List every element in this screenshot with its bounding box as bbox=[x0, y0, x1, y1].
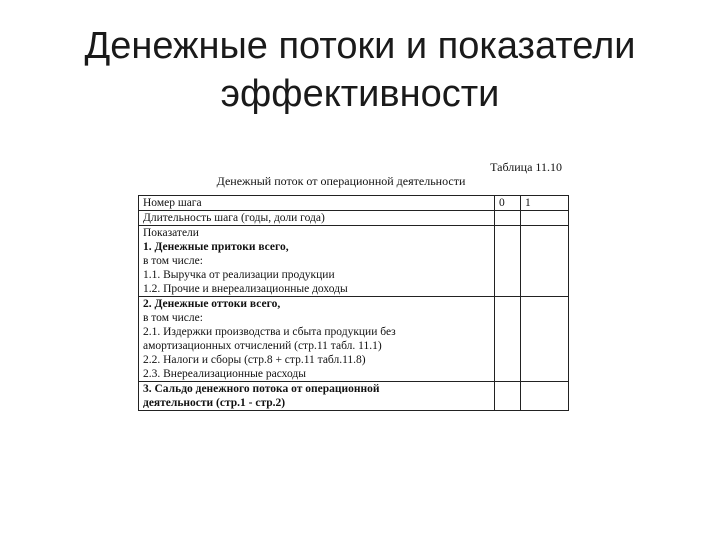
balance-line1: 3. Сальдо денежного потока от операционной bbox=[143, 383, 380, 395]
balance-line2: деятельности (стр.1 - стр.2) bbox=[143, 397, 286, 409]
document-scan bbox=[138, 160, 568, 411]
outflows-item: 2.3. Внереализационные расходы bbox=[143, 368, 306, 380]
inflows-step-1 bbox=[521, 226, 569, 297]
inflows-title: 1. Денежные притоки всего, bbox=[143, 241, 289, 253]
table-row-step-number bbox=[139, 196, 569, 211]
outflows-title: 2. Денежные оттоки всего, bbox=[143, 298, 281, 310]
inflows-cell bbox=[139, 226, 495, 297]
outflows-sub: в том числе: bbox=[143, 312, 203, 324]
cash-flow-table bbox=[138, 195, 569, 411]
table-row-inflows bbox=[139, 226, 569, 297]
slide-title bbox=[0, 22, 720, 118]
outflows-step-1 bbox=[521, 297, 569, 382]
balance-cell bbox=[139, 382, 495, 411]
outflows-item: 2.1. Издержки производства и сбыта продукции без bbox=[143, 326, 396, 338]
indicators-header: Показатели bbox=[143, 227, 199, 239]
table-number: Таблица 11.10 bbox=[490, 160, 562, 174]
slide-title-line2: эффективности bbox=[220, 73, 500, 115]
inflows-step-0 bbox=[495, 226, 521, 297]
step-1-header: 1 bbox=[521, 196, 569, 211]
outflows-cell bbox=[139, 297, 495, 382]
inflows-sub: в том числе: bbox=[143, 255, 203, 267]
balance-step-1 bbox=[521, 382, 569, 411]
duration-label: Длительность шага (годы, доли года) bbox=[139, 211, 495, 226]
outflows-item: амортизационных отчислений (стр.11 табл. 11.1) bbox=[143, 340, 382, 352]
inflows-item: 1.1. Выручка от реализации продукции bbox=[143, 269, 335, 281]
duration-step-0 bbox=[495, 211, 521, 226]
table-row-outflows bbox=[139, 297, 569, 382]
outflows-item: 2.2. Налоги и сборы (стр.8 + стр.11 табл.11.8) bbox=[143, 354, 366, 366]
outflows-step-0 bbox=[495, 297, 521, 382]
step-number-label: Номер шага bbox=[139, 196, 495, 211]
duration-step-1 bbox=[521, 211, 569, 226]
slide-title-line1: Денежные потоки и показатели bbox=[84, 25, 636, 67]
table-row-balance bbox=[139, 382, 569, 411]
table-caption: Денежный поток от операционной деятельности bbox=[216, 174, 466, 188]
balance-step-0 bbox=[495, 382, 521, 411]
table-row-duration bbox=[139, 211, 569, 226]
step-0-header: 0 bbox=[495, 196, 521, 211]
inflows-item: 1.2. Прочие и внереализационные доходы bbox=[143, 283, 348, 295]
